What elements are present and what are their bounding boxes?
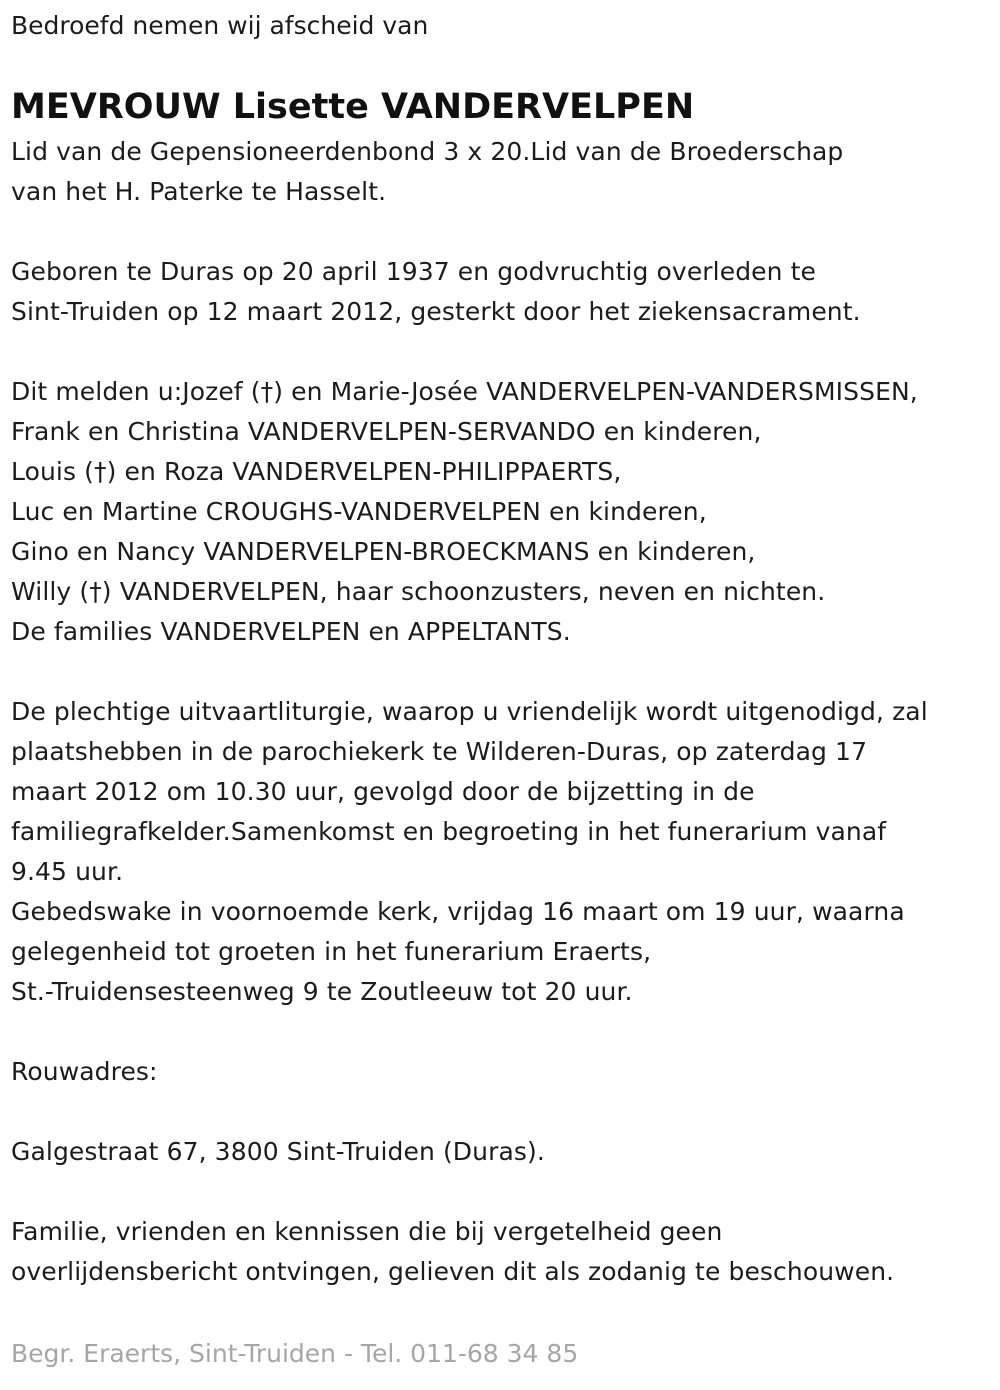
mourning-address: Galgestraat 67, 3800 Sint-Truiden (Duras). — [11, 1137, 545, 1166]
spacer — [11, 1172, 991, 1212]
family-line: Luc en Martine CROUGHS-VANDERVELPEN en kinderen, — [11, 497, 707, 526]
family-block — [11, 372, 991, 652]
funeral-line: De plechtige uitvaartliturgie, waarop u vriendelijk wordt uitgenodigd, zal — [11, 697, 928, 726]
family-line: Gino en Nancy VANDERVELPEN-BROECKMANS en kinderen, — [11, 537, 756, 566]
funeral-line: familiegrafkelder.Samenkomst en begroeting in het funerarium vanaf — [11, 817, 887, 846]
funeral-home-footer: Begr. Eraerts, Sint-Truiden - Tel. 011-68 34 85 — [11, 1339, 579, 1368]
funeral-line: 9.45 uur. — [11, 857, 124, 886]
family-line: De families VANDERVELPEN en APPELTANTS. — [11, 617, 571, 646]
membership-block — [11, 132, 991, 212]
address-label: Rouwadres: — [11, 1057, 158, 1086]
birth-death-line: Sint-Truiden op 12 maart 2012, gesterkt door het ziekensacrament. — [11, 297, 861, 326]
deceased-name: MEVROUW Lisette VANDERVELPEN — [11, 87, 695, 127]
death-notice — [11, 6, 991, 1292]
funeral-line: Gebedswake in voornoemde kerk, vrijdag 16 maart om 19 uur, waarna — [11, 897, 905, 926]
funeral-line: gelegenheid tot groeten in het funerarium Eraerts, — [11, 937, 652, 966]
family-line: Willy (†) VANDERVELPEN, haar schoonzusters, neven en nichten. — [11, 577, 826, 606]
intro-line: Bedroefd nemen wij afscheid van — [11, 11, 429, 40]
funeral-block — [11, 692, 991, 1012]
funeral-line: maart 2012 om 10.30 uur, gevolgd door de bijzetting in de — [11, 777, 755, 806]
funeral-line: plaatshebben in de parochiekerk te Wilderen-Duras, op zaterdag 17 — [11, 737, 868, 766]
spacer — [11, 652, 991, 692]
family-line: Frank en Christina VANDERVELPEN-SERVANDO en kinderen, — [11, 417, 762, 446]
membership-line: van het H. Paterke te Hasselt. — [11, 177, 387, 206]
closing-line: overlijdensbericht ontvingen, gelieven dit als zodanig te beschouwen. — [11, 1257, 895, 1286]
membership-line: Lid van de Gepensioneerdenbond 3 x 20.Lid van de Broederschap — [11, 137, 844, 166]
closing-block — [11, 1212, 991, 1292]
spacer — [11, 1012, 991, 1052]
spacer — [11, 1092, 991, 1132]
spacer — [11, 212, 991, 252]
birth-death-block — [11, 252, 991, 332]
closing-line: Familie, vrienden en kennissen die bij vergetelheid geen — [11, 1217, 723, 1246]
family-line: Dit melden u:Jozef (†) en Marie-Josée VANDERVELPEN-VANDERSMISSEN, — [11, 377, 918, 406]
spacer — [11, 332, 991, 372]
birth-death-line: Geboren te Duras op 20 april 1937 en godvruchtig overleden te — [11, 257, 817, 286]
funeral-line: St.-Truidensesteenweg 9 te Zoutleeuw tot 20 uur. — [11, 977, 633, 1006]
family-line: Louis (†) en Roza VANDERVELPEN-PHILIPPAERTS, — [11, 457, 622, 486]
